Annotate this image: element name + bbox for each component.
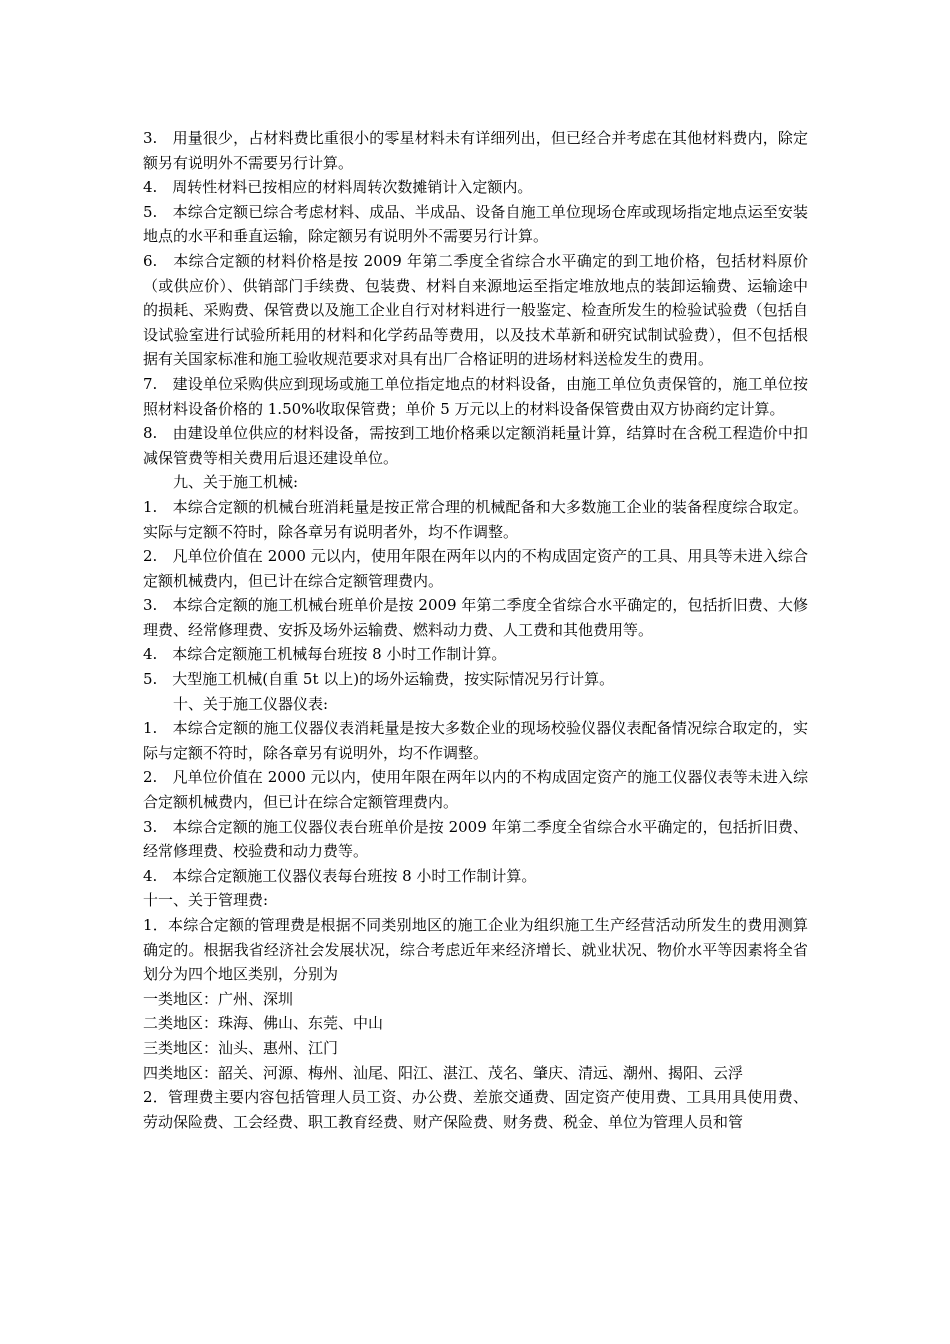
paragraph-material-3: 3. 用量很少，占材料费比重很小的零星材料未有详细列出，但已经合并考虑在其他材料费内，除定额另有说明外不需要另行计算。 — [143, 129, 808, 172]
paragraph-material-6: 6. 本综合定额的材料价格是按 2009 年第二季度全省综合水平确定的到工地价格，包括材料原价（或供应价）、供销部门手续费、包装费、材料自来源地运至指定堆放地点的装卸运输费、运输途中的损耗、采购费、保管费以及施工企业自行对材料进行一般鉴定、检查所发生的检验试验费（包括自设试验室进行试验所耗用的材料和化学药品等费用，以及技术革新和研究试制试验费），但不包括根据有关国家标准和施工验收规范要求对具有出厂合格证明的进场材料送检发生的费用。 — [143, 251, 808, 369]
paragraph-material-7: 7. 建设单位采购供应到现场或施工单位指定地点的材料设备，由施工单位负责保管的，施工单位按照材料设备价格的 1.50%收取保管费；单价 5 万元以上的材料设备保管费由双方协商约定计算。 — [143, 374, 808, 418]
section-heading-management-fee: 十一、关于管理费: — [143, 891, 269, 910]
region-class-2: 二类地区：珠海、佛山、东莞、中山 — [143, 1014, 384, 1033]
document-page — [143, 126, 808, 1134]
section-heading-instruments: 十、关于施工仪器仪表: — [173, 694, 329, 713]
paragraph-machinery-2: 2. 凡单位价值在 2000 元以内，使用年限在两年以内的不构成固定资产的工具、用具等未进入综合定额机械费内，但已计在综合定额管理费内。 — [143, 547, 808, 590]
region-class-3: 三类地区：汕头、惠州、江门 — [143, 1038, 339, 1057]
paragraph-management-2: 2．管理费主要内容包括管理人员工资、办公费、差旅交通费、固定资产使用费、工具用具使用费、劳动保险费、工会经费、职工教育经费、财产保险费、财务费、税金、单位为管理人员和管 — [143, 1088, 808, 1131]
section-heading-machinery: 九、关于施工机械: — [173, 473, 299, 492]
paragraph-instruments-1: 1. 本综合定额的施工仪器仪表消耗量是按大多数企业的现场校验仪器仪表配备情况综合取定的，实际与定额不符时，除各章另有说明外，均不作调整。 — [143, 719, 808, 762]
paragraph-machinery-1: 1. 本综合定额的机械台班消耗量是按正常合理的机械配备和大多数施工企业的装备程度综合取定。实际与定额不符时，除各章另有说明者外，均不作调整。 — [143, 497, 808, 541]
paragraph-machinery-3: 3. 本综合定额的施工机械台班单价是按 2009 年第二季度全省综合水平确定的，包括折旧费、大修理费、经常修理费、安拆及场外运输费、燃料动力费、人工费和其他费用等。 — [143, 596, 808, 639]
paragraph-material-8: 8. 由建设单位供应的材料设备，需按到工地价格乘以定额消耗量计算，结算时在含税工程造价中扣减保管费等相关费用后退还建设单位。 — [143, 424, 808, 467]
paragraph-machinery-5: 5. 大型施工机械(自重 5t 以上)的场外运输费，按实际情况另行计算。 — [143, 670, 615, 689]
paragraph-instruments-3: 3. 本综合定额的施工仪器仪表台班单价是按 2009 年第二季度全省综合水平确定的，包括折旧费、经常修理费、校验费和动力费等。 — [143, 817, 808, 861]
paragraph-instruments-4: 4. 本综合定额施工仪器仪表每台班按 8 小时工作制计算。 — [143, 866, 537, 885]
region-class-1: 一类地区：广州、深圳 — [143, 989, 294, 1008]
paragraph-machinery-4: 4. 本综合定额施工机械每台班按 8 小时工作制计算。 — [143, 645, 507, 664]
paragraph-management-1: 1．本综合定额的管理费是根据不同类别地区的施工企业为组织施工生产经营活动所发生的费用测算确定的。根据我省经济社会发展状况，综合考虑近年来经济增长、就业状况、物价水平等因素将全省划分为四个地区类别，分别为 — [143, 916, 808, 984]
paragraph-instruments-2: 2. 凡单位价值在 2000 元以内，使用年限在两年以内的不构成固定资产的施工仪器仪表等未进入综合定额机械费内，但已计在综合定额管理费内。 — [143, 768, 808, 812]
paragraph-material-4: 4. 周转性材料已按相应的材料周转次数摊销计入定额内。 — [143, 178, 533, 197]
paragraph-material-5: 5. 本综合定额已综合考虑材料、成品、半成品、设备自施工单位现场仓库或现场指定地点运至安装地点的水平和垂直运输，除定额另有说明外不需要另行计算。 — [143, 202, 808, 246]
region-class-4: 四类地区：韶关、河源、梅州、汕尾、阳江、湛江、茂名、肇庆、清远、潮州、揭阳、云浮 — [143, 1063, 744, 1082]
